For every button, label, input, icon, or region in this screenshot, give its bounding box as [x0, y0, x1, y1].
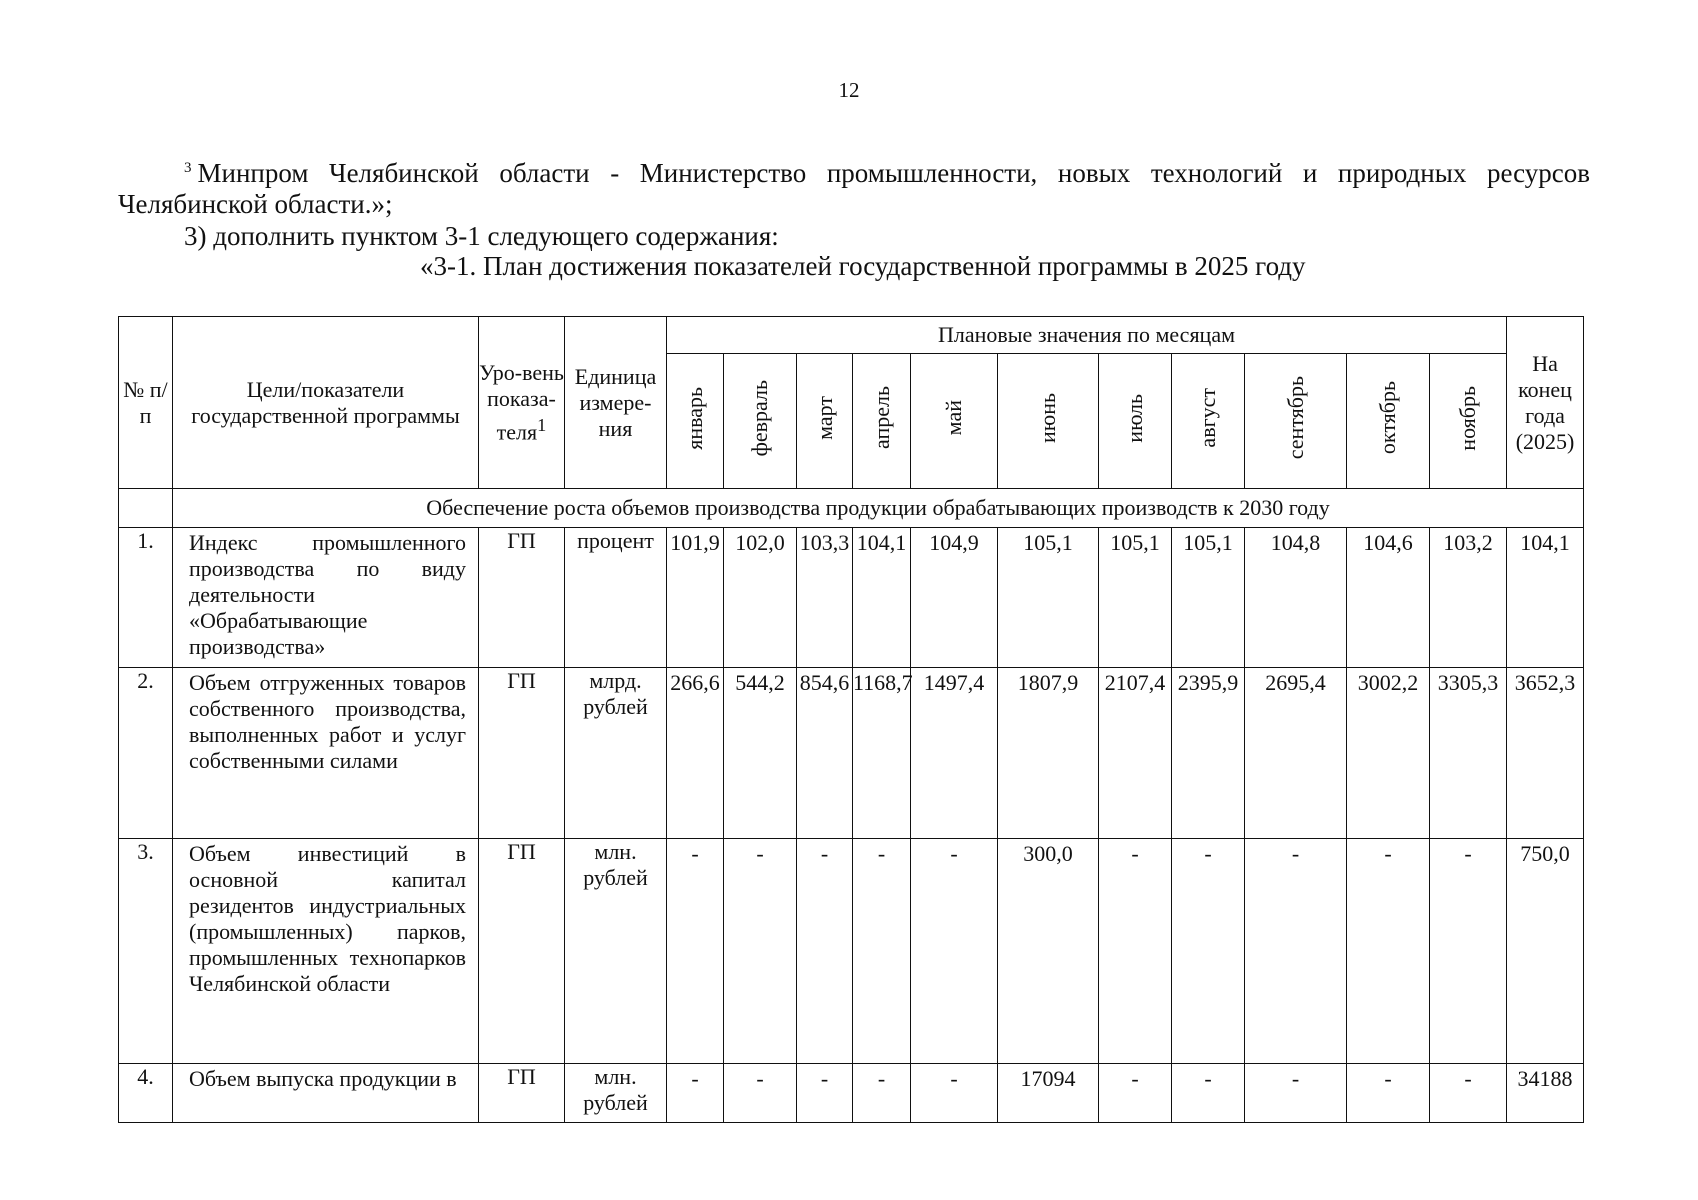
instruction-paragraph: 3) дополнить пунктом 3-1 следующего содержания:: [184, 221, 779, 251]
row-value: 266,6: [667, 668, 724, 839]
row-unit: процент: [565, 528, 667, 668]
row-number: 1.: [119, 528, 173, 668]
row-number: 2.: [119, 668, 173, 839]
row-level: ГП: [479, 839, 565, 1064]
row-year-end: 750,0: [1507, 839, 1584, 1064]
table-title: «3-1. План достижения показателей государственной программы в 2025 году: [420, 251, 1306, 281]
row-value: -: [797, 839, 853, 1064]
row-level: ГП: [479, 668, 565, 839]
month-label: апрель: [868, 386, 894, 450]
row-value: 103,3: [797, 528, 853, 668]
month-label: февраль: [747, 379, 772, 457]
row-unit: млн. рублей: [565, 839, 667, 1064]
month-label: сентябрь: [1282, 376, 1308, 460]
header-month: [1245, 354, 1347, 489]
table-row: [119, 1064, 1584, 1123]
month-label: ноябрь: [1455, 385, 1480, 451]
row-value: 103,2: [1430, 528, 1507, 668]
row-value: 3305,3: [1430, 668, 1507, 839]
row-value: 105,1: [1172, 528, 1245, 668]
row-year-end: 104,1: [1507, 528, 1584, 668]
row-value: -: [1347, 839, 1430, 1064]
table-row: [119, 528, 1584, 668]
row-number: 4.: [119, 1064, 173, 1123]
header-month: [911, 354, 998, 489]
header-month: [724, 354, 797, 489]
page-number: 12: [838, 78, 860, 102]
row-name: Объем выпуска продукции в: [173, 1064, 479, 1123]
row-value: -: [724, 839, 797, 1064]
row-value: -: [911, 1064, 998, 1123]
header-month: [853, 354, 911, 489]
header-number: № п/п: [119, 317, 173, 489]
header-goal: Цели/показатели государственной программы: [173, 317, 479, 489]
month-label: июль: [1122, 393, 1147, 443]
row-value: 1497,4: [911, 668, 998, 839]
row-name: Индекс промышленного производства по виду деятельности «Обрабатывающие производства»: [173, 528, 479, 668]
row-value: 17094: [998, 1064, 1099, 1123]
row-value: 104,1: [853, 528, 911, 668]
row-name: Объем инвестиций в основной капитал резидентов индустриальных (промышленных) парков, промышленных технопарков Челябинской области: [173, 839, 479, 1064]
header-month: [797, 354, 853, 489]
month-label: май: [941, 400, 966, 436]
row-level: ГП: [479, 528, 565, 668]
footnote-marker: 3: [184, 160, 192, 176]
header-level-text: Уро-вень показа-теля: [479, 359, 564, 445]
row-level: ГП: [479, 1064, 565, 1123]
row-value: 544,2: [724, 668, 797, 839]
header-month: [1430, 354, 1507, 489]
table-row: [119, 839, 1584, 1064]
footnote-paragraph: [118, 153, 1590, 220]
row-value: 105,1: [998, 528, 1099, 668]
month-label: июнь: [1035, 392, 1060, 443]
header-planned: Плановые значения по месяцам: [667, 317, 1507, 354]
row-value: 2695,4: [1245, 668, 1347, 839]
header-month: [998, 354, 1099, 489]
row-value: 300,0: [998, 839, 1099, 1064]
row-value: -: [1099, 839, 1172, 1064]
header-unit: Единица измере-ния: [565, 317, 667, 489]
header-level: [479, 317, 565, 489]
row-value: -: [1099, 1064, 1172, 1123]
row-value: -: [1172, 1064, 1245, 1123]
plan-table: [118, 316, 1584, 1123]
row-value: -: [1245, 1064, 1347, 1123]
row-value: 104,9: [911, 528, 998, 668]
header-month: [1099, 354, 1172, 489]
row-value: -: [853, 839, 911, 1064]
row-value: 1168,7: [853, 668, 911, 839]
row-unit: млрд. рублей: [565, 668, 667, 839]
row-value: -: [797, 1064, 853, 1123]
row-value: 3002,2: [1347, 668, 1430, 839]
row-value: 102,0: [724, 528, 797, 668]
header-month: [667, 354, 724, 489]
header-year-end: На конец года (2025): [1507, 317, 1584, 489]
row-value: 101,9: [667, 528, 724, 668]
section-empty-cell: [119, 489, 173, 528]
month-label: август: [1195, 388, 1220, 448]
row-year-end: 3652,3: [1507, 668, 1584, 839]
header-month: [1172, 354, 1245, 489]
section-row: [119, 489, 1584, 528]
row-value: -: [911, 839, 998, 1064]
row-value: -: [1172, 839, 1245, 1064]
footnote-text: Минпром Челябинской области - Министерство промышленности, новых технологий и природных ресурсов Челябинской области.»;: [118, 158, 1590, 219]
row-year-end: 34188: [1507, 1064, 1584, 1123]
row-value: 2107,4: [1099, 668, 1172, 839]
header-level-sup: 1: [537, 414, 547, 435]
row-value: -: [724, 1064, 797, 1123]
row-value: -: [667, 839, 724, 1064]
row-number: 3.: [119, 839, 173, 1064]
header-month: [1347, 354, 1430, 489]
month-label: март: [811, 396, 837, 440]
row-value: 104,6: [1347, 528, 1430, 668]
row-value: 854,6: [797, 668, 853, 839]
row-name: Объем отгруженных товаров собственного производства, выполненных работ и услуг собственными силами: [173, 668, 479, 839]
row-value: 1807,9: [998, 668, 1099, 839]
row-unit: млн. рублей: [565, 1064, 667, 1123]
row-value: -: [853, 1064, 911, 1123]
row-value: 104,8: [1245, 528, 1347, 668]
table-row: [119, 668, 1584, 839]
row-value: -: [1430, 1064, 1507, 1123]
row-value: 2395,9: [1172, 668, 1245, 839]
section-title: Обеспечение роста объемов производства продукции обрабатывающих производств к 2030 году: [173, 489, 1584, 528]
row-value: -: [1347, 1064, 1430, 1123]
row-value: -: [1245, 839, 1347, 1064]
row-value: 105,1: [1099, 528, 1172, 668]
month-label: октябрь: [1375, 381, 1400, 455]
month-label: январь: [682, 386, 707, 450]
row-value: -: [1430, 839, 1507, 1064]
row-value: -: [667, 1064, 724, 1123]
